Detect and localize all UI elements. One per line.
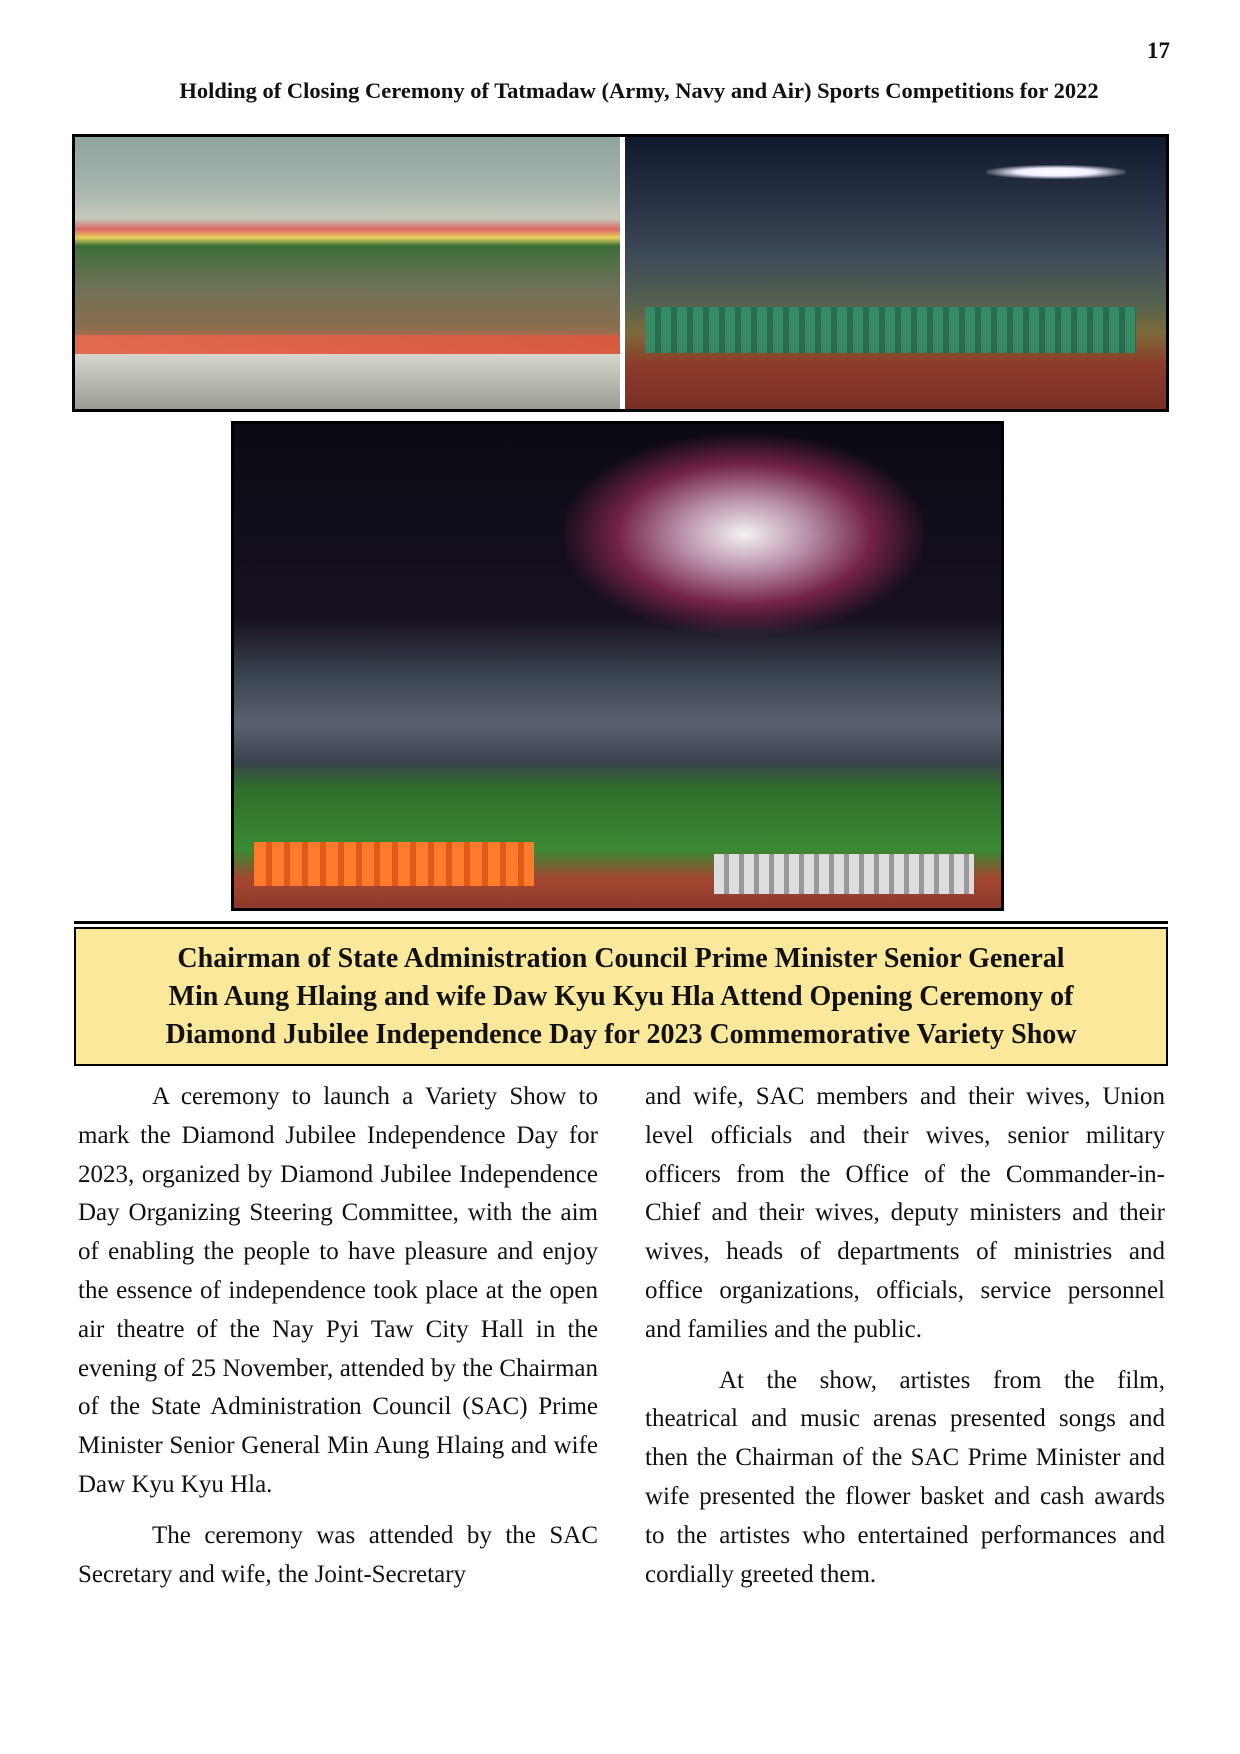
- headline-top-rule: [74, 921, 1168, 924]
- article-headline: [145, 940, 1096, 1054]
- parade-marchers: [645, 307, 1136, 353]
- body-paragraph: At the show, artistes from the film, theatrical and music arenas presented songs and then the Chairman of the SAC Prime Minister and wife presented the flower basket and cash awards to the artistes who entertained performances and cordially greeted them.: [645, 1366, 1165, 1588]
- photo-vip-stands: [75, 137, 620, 409]
- page-number: 17: [1147, 38, 1170, 63]
- article-body: [78, 1078, 1165, 1606]
- body-paragraph: A ceremony to launch a Variety Show to mark the Diamond Jubilee Independence Day for 2023, organized by Diamond Jubilee Independence Day Organizing Steering Committee, with the aim of enabling the people to have pleasure and enjoy the essence of independence took place at the open air theatre of the Nay Pyi Taw City Hall in the evening of 25 November, attended by the Chairman of the State Administration Council (SAC) Prime Minister Senior General Min Aung Hlaing and wife Daw Kyu Kyu Hla.: [78, 1083, 598, 1498]
- parade-orange-team: [254, 842, 534, 886]
- headline-line-1: Chairman of State Administration Council Prime Minister Senior General: [177, 942, 1065, 974]
- article-column-left: [78, 1078, 598, 1606]
- headline-line-3: Diamond Jubilee Independence Day for 2023 Commemorative Variety Show: [165, 1018, 1077, 1050]
- stand-floor: [75, 354, 620, 409]
- parade-white-team: [714, 854, 974, 894]
- photo-stadium-parade: [625, 137, 1166, 409]
- body-paragraph: The ceremony was attended by the SAC Secretary and wife, the Joint-Secretary: [78, 1521, 598, 1588]
- article-headline-box: [74, 927, 1168, 1066]
- photo-strip: [72, 134, 1169, 412]
- floodlights: [986, 165, 1126, 179]
- section-heading: Holding of Closing Ceremony of Tatmadaw (Army, Navy and Air) Sports Competitions for 2022: [179, 78, 1099, 103]
- body-paragraph: and wife, SAC members and their wives, Union level officials and their wives, senior military officers from the Office of the Commander-in-Chief and their wives, deputy ministers and their wives, heads of departments of ministries and office organizations, officials, service personnel and families and the public.: [645, 1083, 1165, 1343]
- article-column-right: [645, 1078, 1165, 1606]
- headline-line-2: Min Aung Hlaing and wife Daw Kyu Kyu Hla Attend Opening Ceremony of: [168, 980, 1074, 1012]
- fireworks-burst: [564, 434, 924, 634]
- photo-fireworks-stadium: [231, 421, 1004, 911]
